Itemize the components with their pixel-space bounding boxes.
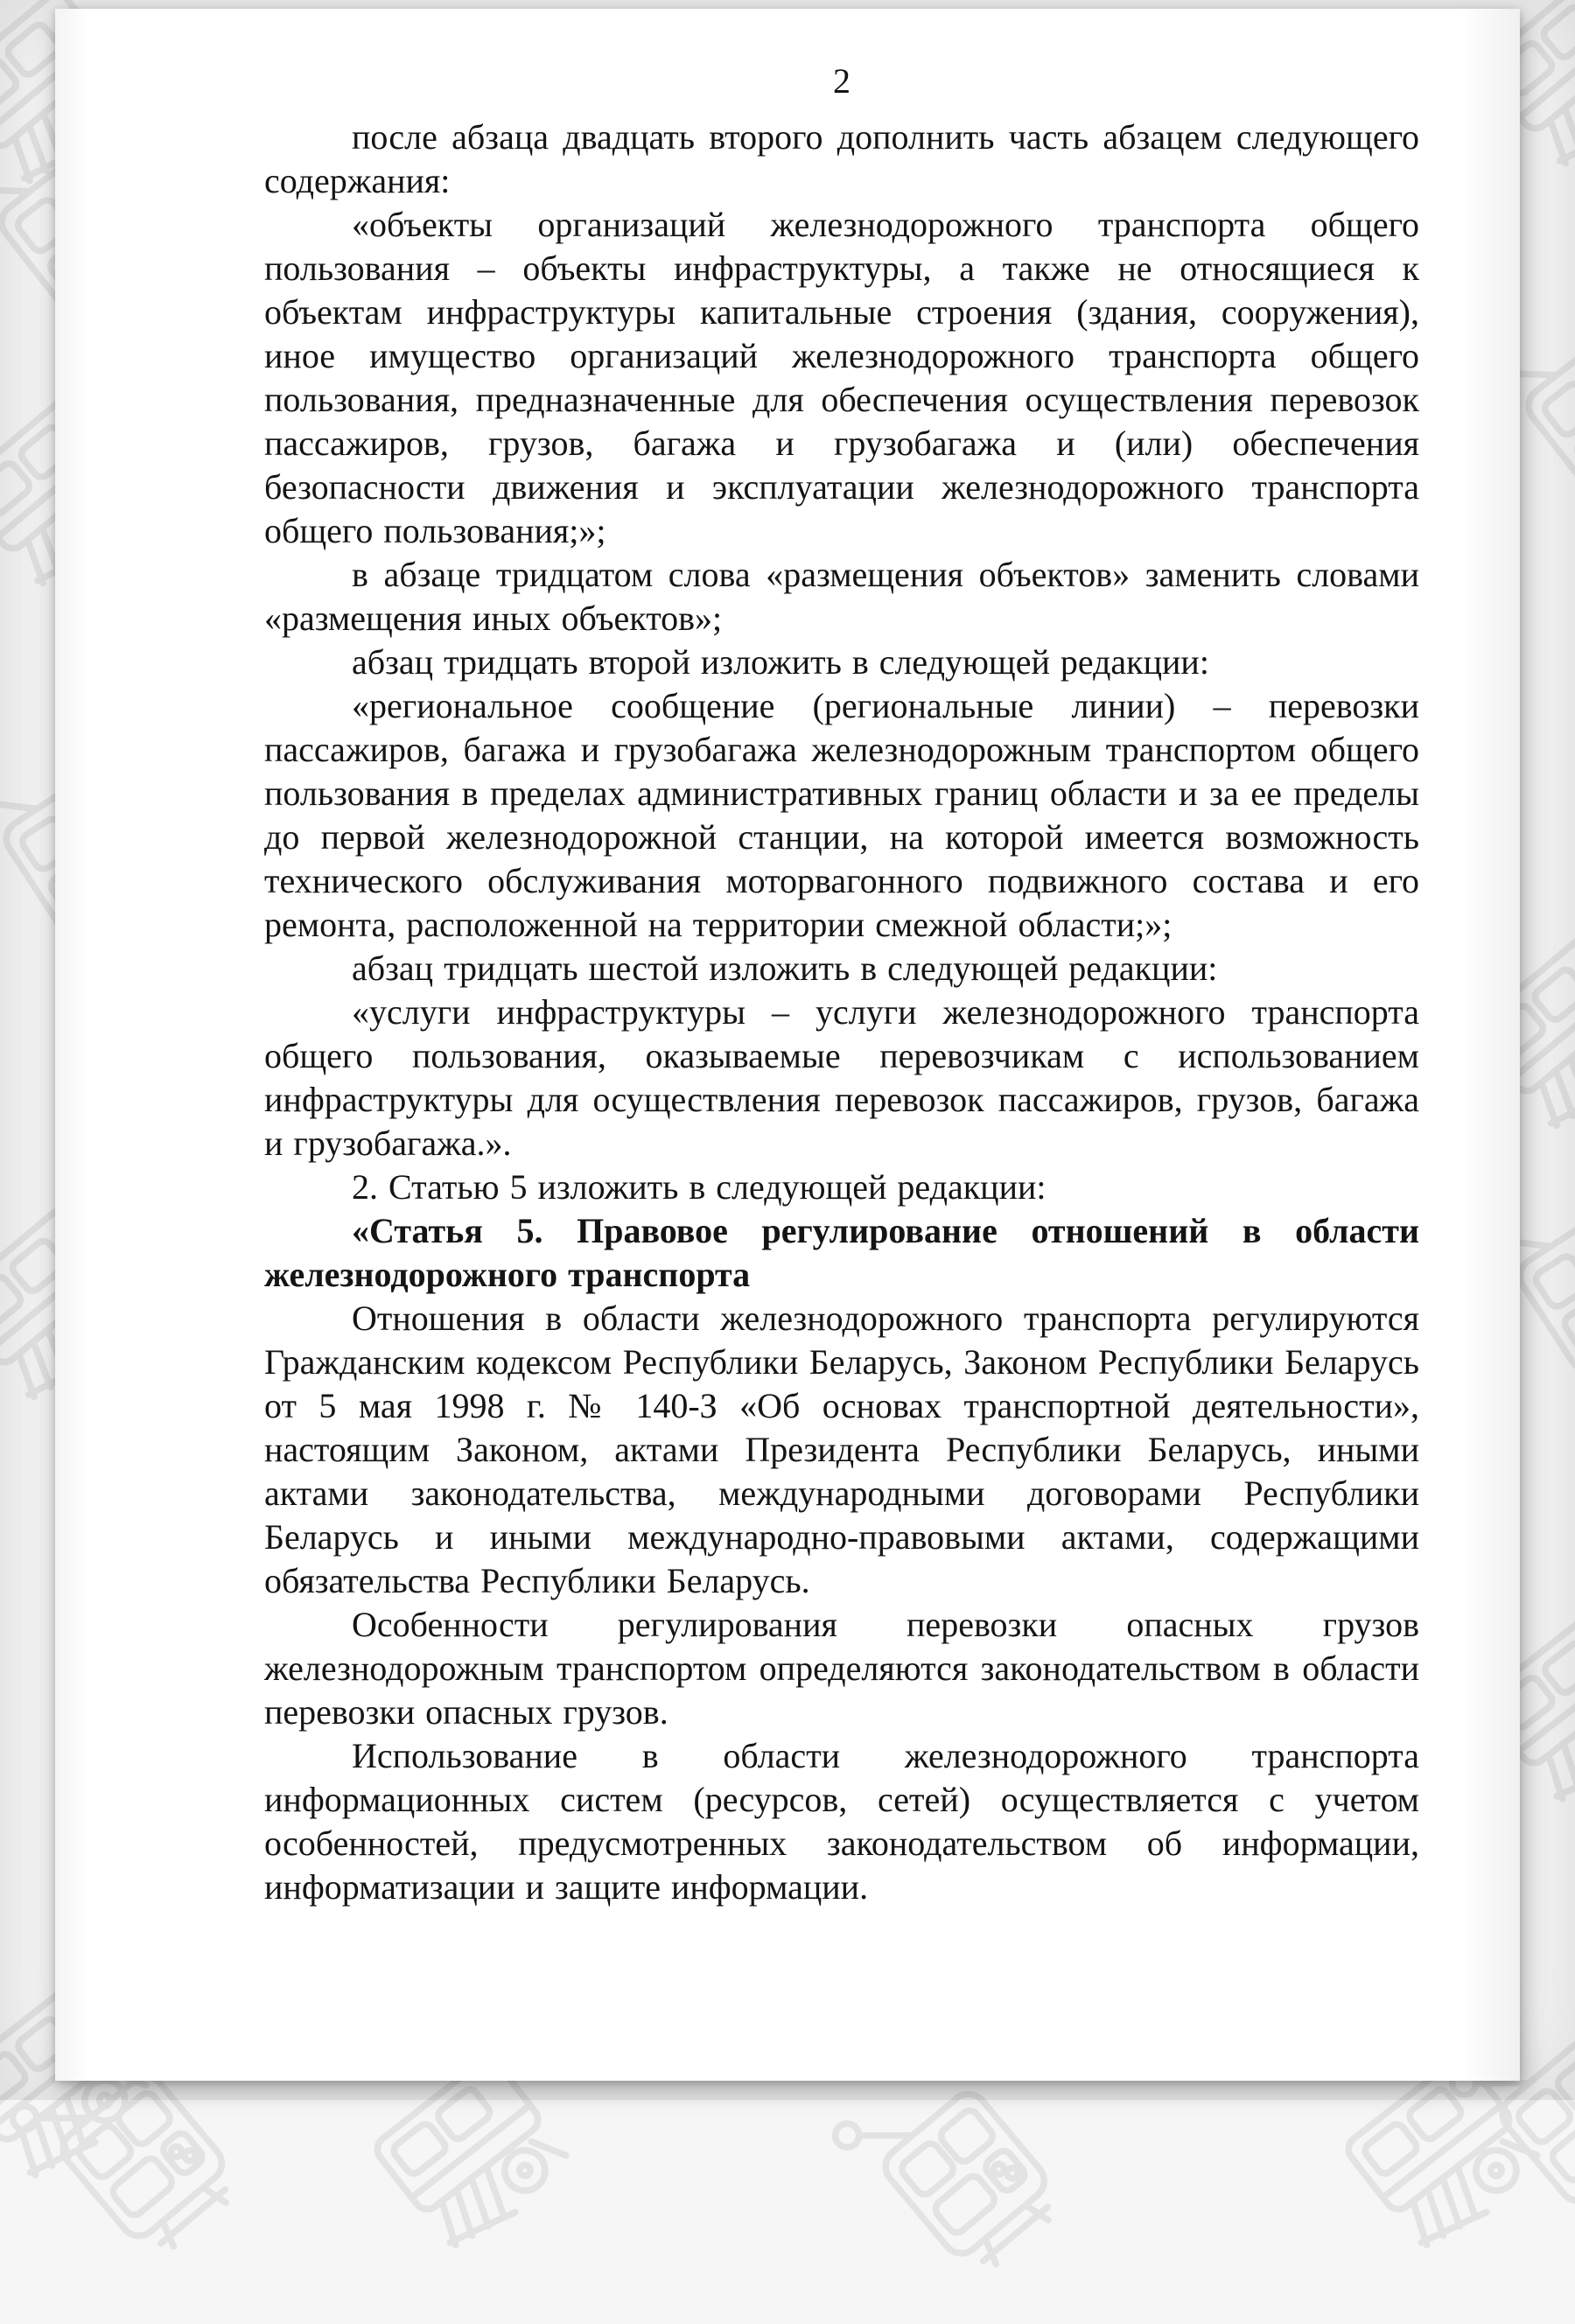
paragraph: Отношения в области железнодорожного транспорта регулируются Гражданским кодексом Республики Беларусь, Законом Республики Беларусь от 5 мая 1998 г. № 140-З «Об основах транспортной деятельности», настоящим Законом, актами Президента Республики Беларусь, иными актами законодательства, международными договорами Республики Беларусь и иными международно-правовыми актами, содержащими обязательства Республики Беларусь. xyxy=(264,1298,1419,1600)
paragraph: абзац тридцать шестой изложить в следующей редакции: xyxy=(352,948,1218,988)
paragraph: Использование в области железнодорожного транспорта информационных систем (ресурсов, сетей) осуществляется с учетом особенностей, предусмотренных законодательством об информации, информатизации и защите информации. xyxy=(264,1736,1419,1907)
page-number: 2 xyxy=(833,61,850,101)
paragraph: «услуги инфраструктуры – услуги железнодорожного транспорта общего пользования, оказываемые перевозчикам с использованием инфраструктуры для осуществления перевозок пассажиров, грузов, багажа и грузобагажа.». xyxy=(264,992,1419,1163)
paragraph: «региональное сообщение (региональные линии) – перевозки пассажиров, багажа и грузобагажа железнодорожным транспортом общего пользования в пределах административных границ области и за ее пределы до первой железнодорожной станции, на которой имеется возможность технического обслуживания моторвагонного подвижного состава и его ремонта, расположенной на территории смежной области;»; xyxy=(264,686,1419,944)
document-body xyxy=(264,116,1419,1909)
paragraph: 2. Статью 5 изложить в следующей редакции: xyxy=(352,1167,1046,1207)
paragraph: в абзаце тридцатом слова «размещения объектов» заменить словами «размещения иных объектов»; xyxy=(264,555,1419,638)
document-page xyxy=(55,9,1520,2081)
paragraph: «объекты организаций железнодорожного транспорта общего пользования – объекты инфраструктуры, а также не относящиеся к объектам инфраструктуры капитальные строения (здания, сооружения), иное имущество организаций железнодорожного транспорта общего пользования, предназначенные для обеспечения осуществления перевозок пассажиров, грузов, багажа и грузобагажа и (или) обеспечения безопасности движения и эксплуатации железнодорожного транспорта общего пользования;»; xyxy=(264,205,1419,550)
paragraph: абзац тридцать второй изложить в следующей редакции: xyxy=(352,642,1209,682)
paragraph: «Статья 5. Правовое регулирование отношений в области железнодорожного транспорта xyxy=(264,1211,1419,1294)
paragraph: после абзаца двадцать второго дополнить часть абзацем следующего содержания: xyxy=(264,117,1419,200)
paragraph: Особенности регулирования перевозки опасных грузов железнодорожным транспортом определяются законодательством в области перевозки опасных грузов. xyxy=(264,1605,1419,1732)
